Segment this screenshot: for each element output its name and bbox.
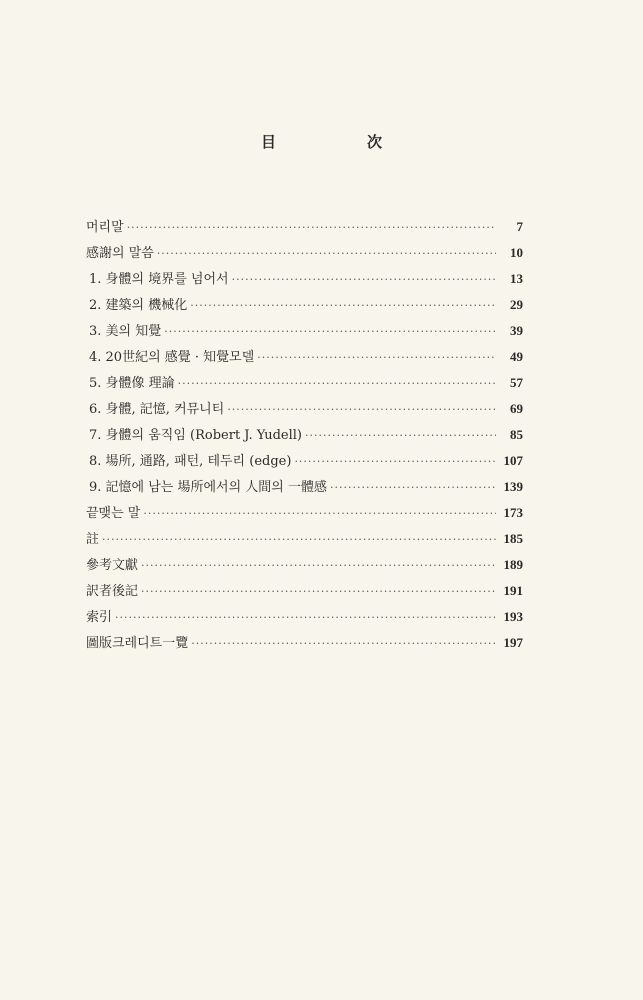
dot-leader	[227, 403, 496, 416]
dot-leader	[143, 507, 496, 520]
toc-entry-label: 註	[86, 532, 100, 547]
dot-leader	[178, 377, 496, 390]
toc-entry-page-number: 189	[503, 557, 523, 572]
dot-leader	[232, 273, 496, 286]
toc-entry-page-number: 85	[510, 427, 523, 442]
dot-leader	[294, 455, 496, 468]
toc-entry-page-number: 69	[510, 401, 523, 416]
toc-entry	[86, 424, 523, 450]
toc-entry-label: 4. 20世紀의 感覺 · 知覺모델	[89, 350, 255, 365]
dot-leader	[190, 299, 496, 312]
toc-entry-label: 5. 身體像 理論	[89, 376, 175, 391]
dot-leader	[164, 325, 496, 338]
toc-entry-label: 2. 建築의 機械化	[89, 298, 188, 313]
toc-entry-label: 6. 身體, 記憶, 커뮤니티	[89, 402, 225, 417]
toc-entry-page-number: 39	[510, 323, 523, 338]
toc-entry-label: 參考文獻	[86, 558, 139, 573]
toc-entry-page-number: 29	[510, 297, 523, 312]
toc-entry	[86, 580, 523, 606]
toc-entry-page-number: 7	[516, 219, 523, 234]
toc-entry-page-number: 57	[510, 375, 523, 390]
toc-list	[86, 216, 523, 658]
toc-entry	[86, 294, 523, 320]
toc-entry-label: 感謝의 말씀	[86, 246, 154, 261]
toc-entry-page-number: 139	[503, 479, 523, 494]
dot-leader	[330, 481, 496, 494]
dot-leader	[257, 351, 496, 364]
toc-entry-page-number: 193	[503, 609, 523, 624]
dot-leader	[191, 637, 496, 650]
toc-entry-page-number: 173	[503, 505, 523, 520]
toc-entry	[86, 450, 523, 476]
toc-entry-label: 訳者後記	[86, 584, 139, 599]
dot-leader	[157, 247, 496, 260]
toc-entry	[86, 346, 523, 372]
toc-entry-page-number: 13	[510, 271, 523, 286]
toc-entry-page-number: 191	[503, 583, 523, 598]
toc-entry	[86, 372, 523, 398]
dot-leader	[141, 585, 496, 598]
toc-entry-label: 1. 身體의 境界를 넘어서	[89, 272, 229, 287]
toc-entry	[86, 216, 523, 242]
toc-entry	[86, 398, 523, 424]
toc-entry	[86, 502, 523, 528]
toc-entry	[86, 528, 523, 554]
toc-entry-label: 圖版크레디트一覽	[86, 636, 189, 651]
toc-entry-label: 3. 美의 知覺	[89, 324, 162, 339]
toc-entry-page-number: 197	[503, 635, 523, 650]
toc-entry	[86, 320, 523, 346]
toc-entry-page-number: 107	[503, 453, 523, 468]
toc-entry	[86, 554, 523, 580]
toc-entry-page-number: 49	[510, 349, 523, 364]
dot-leader	[305, 429, 496, 442]
toc-entry-label: 머리말	[86, 220, 124, 235]
toc-entry-label: 索引	[86, 610, 113, 625]
toc-entry	[86, 268, 523, 294]
dot-leader	[127, 221, 496, 234]
dot-leader	[102, 533, 496, 546]
dot-leader	[115, 611, 496, 624]
toc-entry-label: 끝맺는 말	[86, 506, 141, 521]
toc-entry-label: 7. 身體의 움직임 (Robert J. Yudell)	[89, 428, 302, 443]
toc-title: 目 次	[260, 133, 420, 151]
toc-entry	[86, 606, 523, 632]
toc-entry	[86, 632, 523, 658]
toc-entry-label: 9. 記憶에 남는 場所에서의 人間의 一體感	[89, 480, 327, 495]
toc-entry-page-number: 10	[510, 245, 523, 260]
toc-entry-page-number: 185	[503, 531, 523, 546]
dot-leader	[141, 559, 496, 572]
toc-entry	[86, 242, 523, 268]
toc-entry-label: 8. 場所, 通路, 패턴, 테두리 (edge)	[89, 454, 292, 469]
toc-entry	[86, 476, 523, 502]
